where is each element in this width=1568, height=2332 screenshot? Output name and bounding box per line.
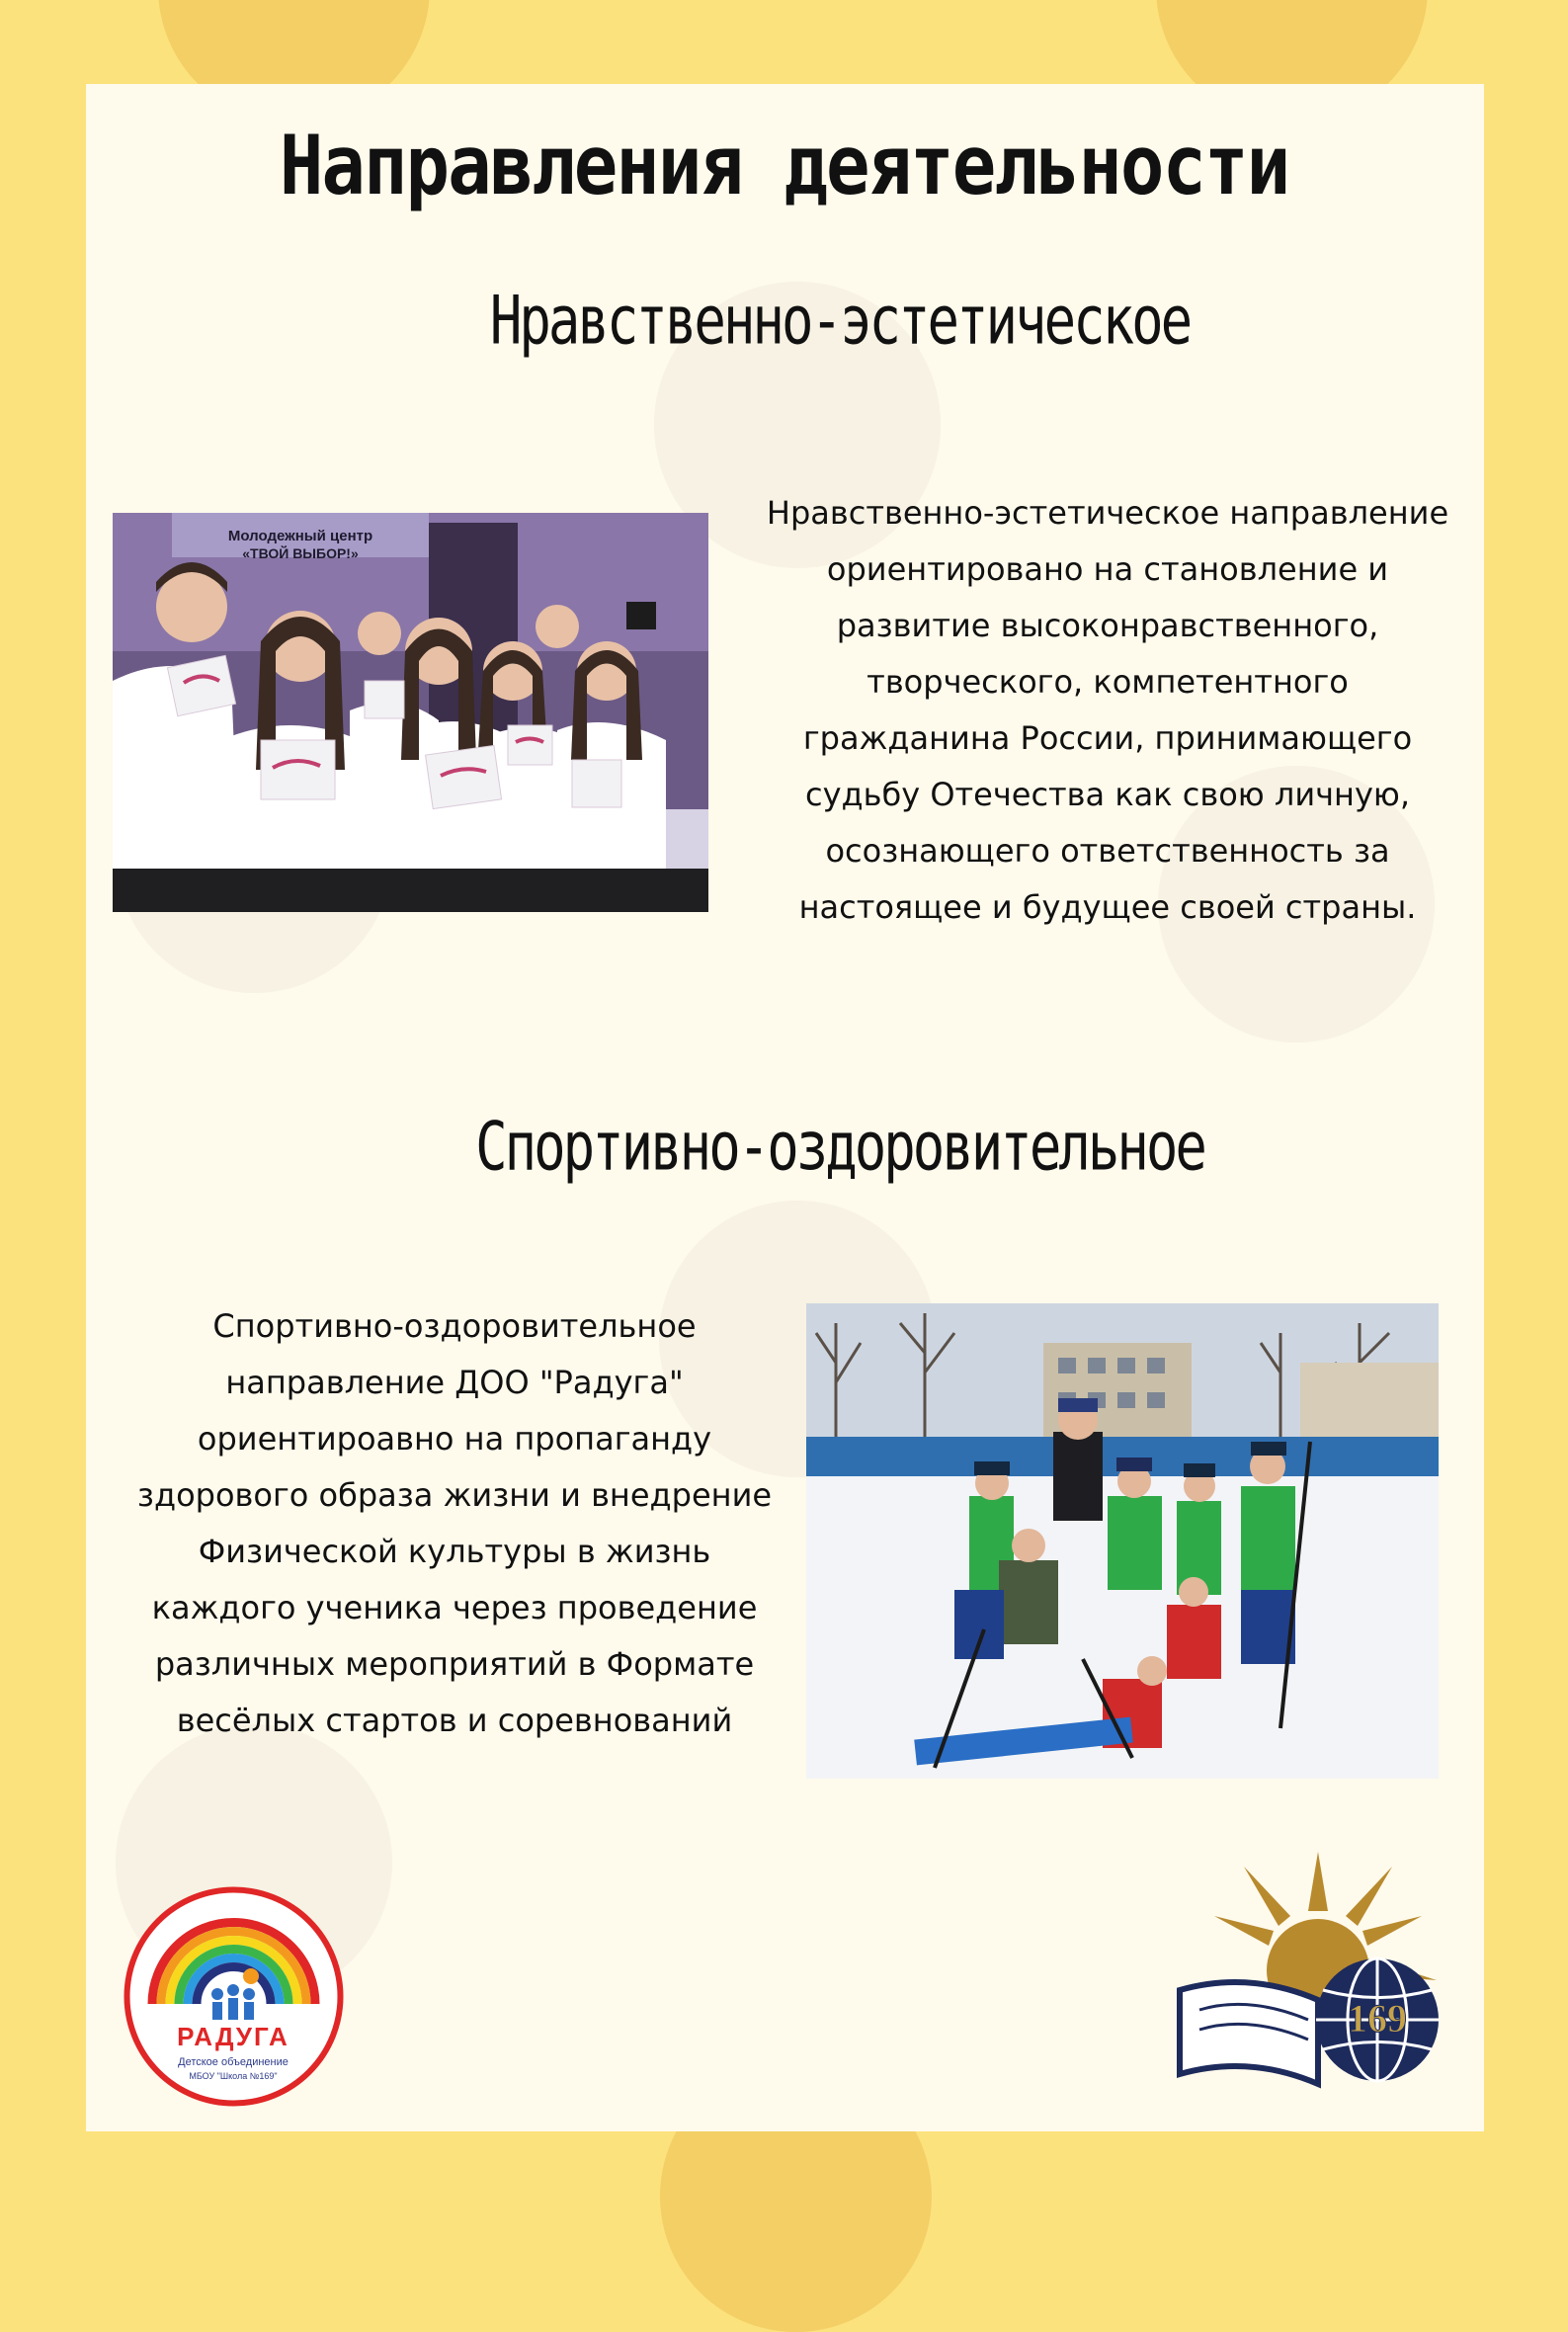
- photo-youth-group: [113, 513, 708, 912]
- raduga-logo-name: РАДУГА: [177, 2022, 289, 2051]
- paragraph-line: гражданина России, принимающего: [802, 719, 1413, 757]
- paragraph-line: развитие высоконравственного,: [836, 607, 1379, 644]
- paragraph-line: здорового образа жизни и внедрение: [136, 1476, 773, 1514]
- paragraph-line: весёлых стартов и соревнований: [176, 1702, 733, 1739]
- section-heading-moral: Нравственно-эстетическое: [489, 282, 1191, 360]
- banner-text: Молодежный центр: [227, 528, 373, 544]
- raduga-logo: [123, 1885, 345, 2108]
- raduga-logo-sub2: МБОУ "Школа №169": [189, 2071, 278, 2081]
- paragraph-line: ориентировано на становление и: [826, 550, 1389, 588]
- section-paragraph-moral: [717, 485, 1498, 936]
- paragraph-line: каждого ученика через проведение: [151, 1589, 758, 1626]
- paragraph-line: творческого, компетентного: [867, 663, 1349, 701]
- paragraph-line: Нравственно-эстетическое направление: [766, 494, 1449, 532]
- photo-hockey-team: [806, 1303, 1439, 1779]
- paragraph-line: различных мероприятий в Формате: [154, 1645, 755, 1683]
- school-number: 169: [1348, 1996, 1407, 2040]
- section-paragraph-sport: [114, 1298, 795, 1749]
- banner-text-2: «ТВОЙ ВЫБОР!»: [242, 545, 359, 561]
- paragraph-line: Спортивно-оздоровительное: [212, 1307, 697, 1345]
- paragraph-line: направление ДОО "Радуга": [225, 1364, 684, 1401]
- paragraph-line: ориентироавно на пропаганду: [197, 1420, 712, 1458]
- paragraph-line: настоящее и будущее своей страны.: [798, 888, 1417, 926]
- paragraph-line: Физической культуры в жизнь: [198, 1533, 711, 1570]
- school-169-logo: [1170, 1852, 1466, 2099]
- raduga-logo-sub1: Детское объединение: [178, 2056, 289, 2068]
- paragraph-line: судьбу Отечества как свою личную,: [804, 776, 1411, 813]
- section-heading-sport: Спортивно-оздоровительное: [475, 1108, 1204, 1186]
- page-title: Направления деятельности: [279, 118, 1289, 214]
- paragraph-line: осознающего ответственность за: [825, 832, 1390, 870]
